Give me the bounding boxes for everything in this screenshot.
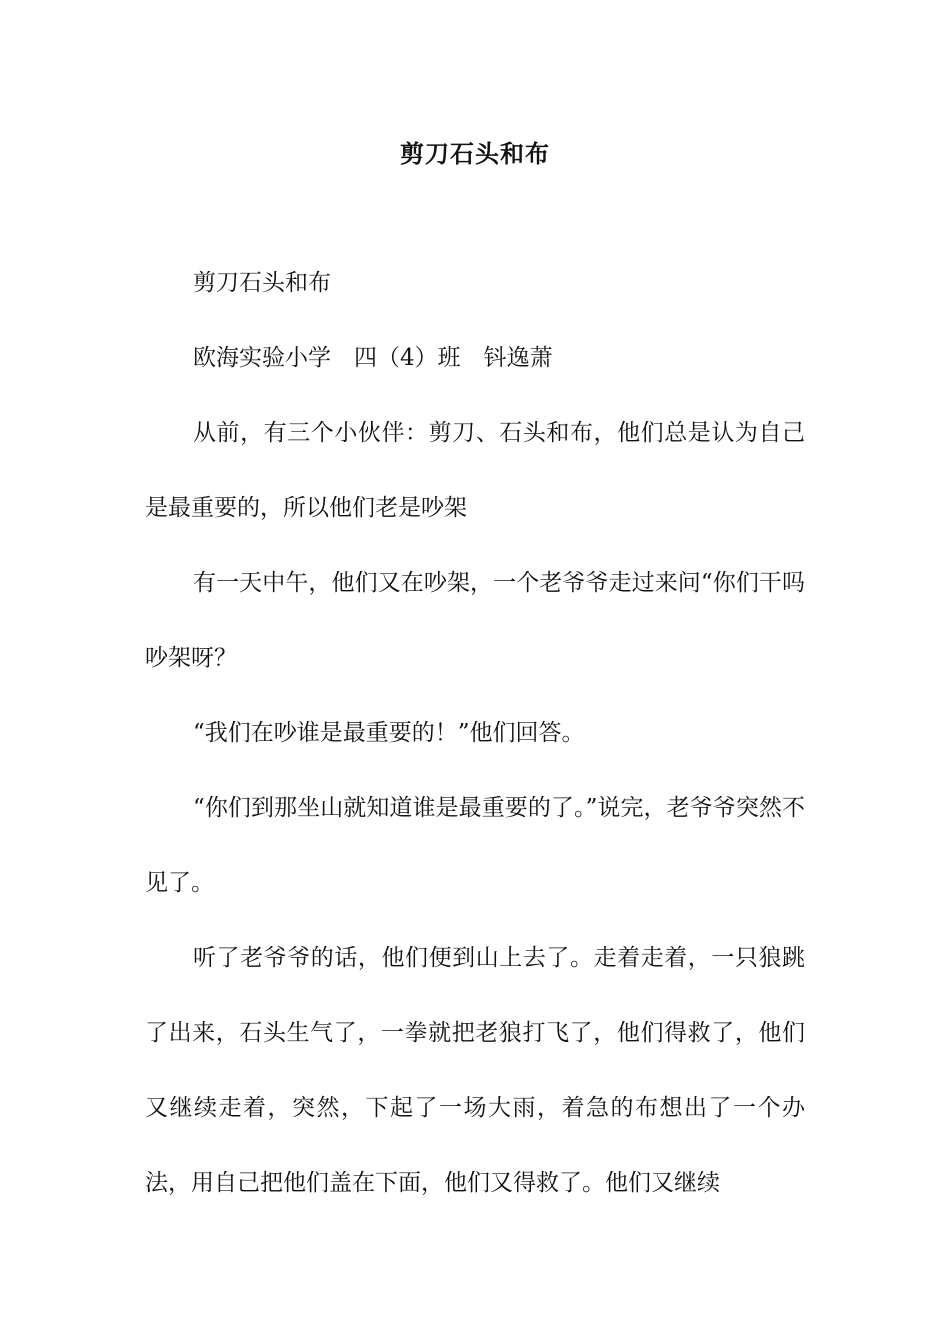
document-title: 剪刀石头和布: [400, 139, 550, 168]
paragraph-story-title: 剪刀石头和布: [193, 270, 331, 296]
paragraph-body: 有一天中午，他们又在吵架，一个老爷爷走过来问“你们干吗吵架呀？: [145, 570, 805, 671]
paragraph-body: “我们在吵谁是最重要的！”他们回答。: [193, 720, 585, 746]
paragraph-body: “你们到那坐山就知道谁是最重要的了。”说完，老爷爷突然不见了。: [145, 795, 805, 896]
paragraph-author-line: 欧海实验小学 四（4）班 钭逸萧: [193, 345, 553, 371]
paragraph-body: 从前，有三个小伙伴：剪刀、石头和布，他们总是认为自己是最重要的，所以他们老是吵架: [145, 420, 805, 521]
document-body: [145, 246, 805, 1221]
paragraph-body: 听了老爷爷的话，他们便到山上去了。走着走着，一只狼跳了出来，石头生气了，一拳就把老狼打飞了，他们得救了，他们又继续走着，突然，下起了一场大雨，着急的布想出了一个办法，用自己把他们盖在下面，他们又得救了。他们又继续: [145, 945, 805, 1196]
